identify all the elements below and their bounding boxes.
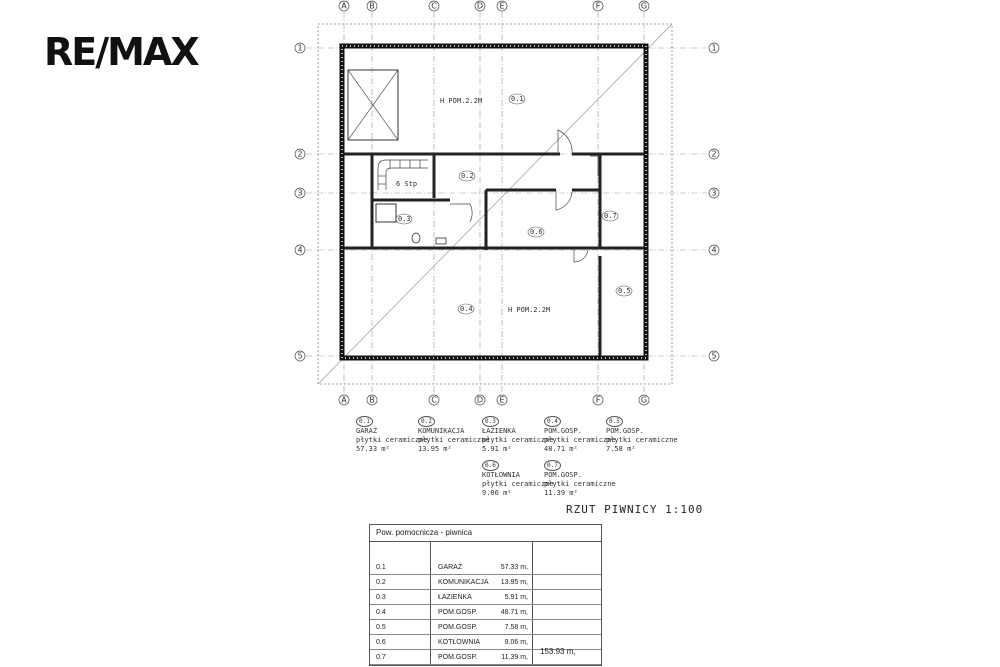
axis-marker-col — [339, 395, 349, 405]
axis-marker-row — [295, 43, 305, 53]
svg-text:0.5: 0.5 — [618, 287, 631, 295]
axis-marker-col — [593, 1, 603, 11]
axis-marker-row — [709, 43, 719, 53]
area-table — [369, 524, 602, 666]
room-code-0-3 — [396, 214, 412, 224]
legend-item: 0.7 POM.GOSP. płytki ceramiczne 11.39 m² — [544, 462, 616, 497]
room-code-0-2 — [459, 171, 475, 181]
svg-text:C: C — [431, 395, 437, 405]
axis-marker-col — [593, 395, 603, 405]
drawing-title: RZUT PIWNICY 1:100 — [566, 503, 704, 516]
room-code-0-7 — [602, 211, 618, 221]
toilet-icon — [412, 233, 420, 243]
axis-marker-col — [429, 1, 439, 11]
svg-text:0.2: 0.2 — [461, 172, 474, 180]
table-row: 0.6 KOTŁOWNIA 9.06 m, — [376, 639, 528, 646]
svg-text:3: 3 — [711, 188, 717, 198]
svg-text:D: D — [476, 395, 484, 405]
svg-text:0.3: 0.3 — [398, 215, 411, 223]
svg-text:F: F — [595, 1, 601, 11]
axis-marker-col — [475, 1, 485, 11]
svg-text:D: D — [476, 1, 484, 11]
svg-text:1: 1 — [711, 43, 717, 53]
svg-text:1: 1 — [297, 43, 303, 53]
svg-text:A: A — [341, 395, 347, 405]
room-height-label: H POM.2.2M — [440, 97, 483, 105]
remax-logo: RE/MAX — [44, 30, 198, 74]
svg-text:C: C — [431, 1, 437, 11]
svg-text:2: 2 — [297, 149, 303, 159]
svg-text:4: 4 — [711, 245, 717, 255]
axis-marker-row — [709, 149, 719, 159]
table-row: 0.1 GARAŻ 57.33 m, — [376, 564, 528, 571]
table-row: 0.3 ŁAZIENKA 5.91 m, — [376, 594, 528, 601]
axis-marker-row — [709, 188, 719, 198]
room-height-label-0-4: H POM.2.2M — [508, 306, 551, 314]
door-swings — [450, 130, 598, 262]
svg-text:4: 4 — [297, 245, 303, 255]
table-row: 0.7 POM.GOSP. 11.39 m, — [376, 654, 528, 661]
table-row: 0.4 POM.GOSP. 48.71 m, — [376, 609, 528, 616]
axis-marker-row — [295, 149, 305, 159]
axis-marker-col — [497, 1, 507, 11]
svg-text:E: E — [499, 395, 505, 405]
svg-text:G: G — [640, 1, 648, 11]
axis-marker-col — [639, 1, 649, 11]
svg-text:5: 5 — [711, 351, 717, 361]
table-row: 0.2 KOMUNIKACJA 13.95 m, — [376, 579, 528, 586]
table-row: 0.5 POM.GOSP. 7.58 m, — [376, 624, 528, 631]
axis-marker-row — [295, 351, 305, 361]
axis-marker-col — [639, 395, 649, 405]
axis-marker-col — [339, 1, 349, 11]
svg-text:0.6: 0.6 — [530, 228, 543, 236]
room-code-0-4 — [458, 304, 474, 314]
svg-text:0.1: 0.1 — [511, 95, 524, 103]
room-code-0-5 — [616, 286, 632, 296]
svg-text:0.4: 0.4 — [460, 305, 473, 313]
axis-marker-col — [367, 1, 377, 11]
legend-item: 0.4 POM.GOSP. płytki ceramiczne 48.71 m² — [544, 418, 616, 453]
svg-text:E: E — [499, 1, 505, 11]
svg-text:B: B — [369, 1, 375, 11]
sink-icon — [436, 238, 446, 244]
legend-item: 0.6 KOTŁOWNIA płytki ceramiczne 9.06 m² — [482, 462, 554, 497]
axis-marker-col — [497, 395, 507, 405]
legend-item: 0.3 ŁAZIENKA płytki ceramiczne 5.91 m² — [482, 418, 554, 453]
axis-marker-row — [295, 188, 305, 198]
svg-text:F: F — [595, 395, 601, 405]
stairs-label: 6 Stp — [396, 180, 418, 188]
svg-text:A: A — [341, 1, 347, 11]
axis-marker-col — [367, 395, 377, 405]
svg-text:2: 2 — [711, 149, 717, 159]
table-total: 153.93 m, — [540, 647, 576, 656]
axis-markers — [295, 1, 719, 405]
svg-text:0.7: 0.7 — [604, 212, 617, 220]
axis-marker-row — [709, 245, 719, 255]
svg-text:G: G — [640, 395, 648, 405]
svg-text:3: 3 — [297, 188, 303, 198]
axis-marker-col — [429, 395, 439, 405]
axis-marker-col — [475, 395, 485, 405]
shower-icon — [376, 204, 396, 222]
svg-text:5: 5 — [297, 351, 303, 361]
axis-marker-row — [295, 245, 305, 255]
legend-item: 0.2 KOMUNIKACJA płytki ceramiczne 13.95 m² — [418, 418, 490, 453]
svg-text:B: B — [369, 395, 375, 405]
legend-item: 0.5 POM.GOSP. płytki ceramiczne 7.58 m² — [606, 418, 678, 453]
interior-walls — [344, 154, 644, 356]
axis-marker-row — [709, 351, 719, 361]
table-header: Pow. pomocnicza - piwnica — [370, 525, 601, 542]
room-code-0-6 — [528, 227, 544, 237]
room-code-0-1 — [509, 94, 525, 104]
legend-item: 0.1 GARAŻ płytki ceramiczne 57.33 m² — [356, 418, 428, 453]
